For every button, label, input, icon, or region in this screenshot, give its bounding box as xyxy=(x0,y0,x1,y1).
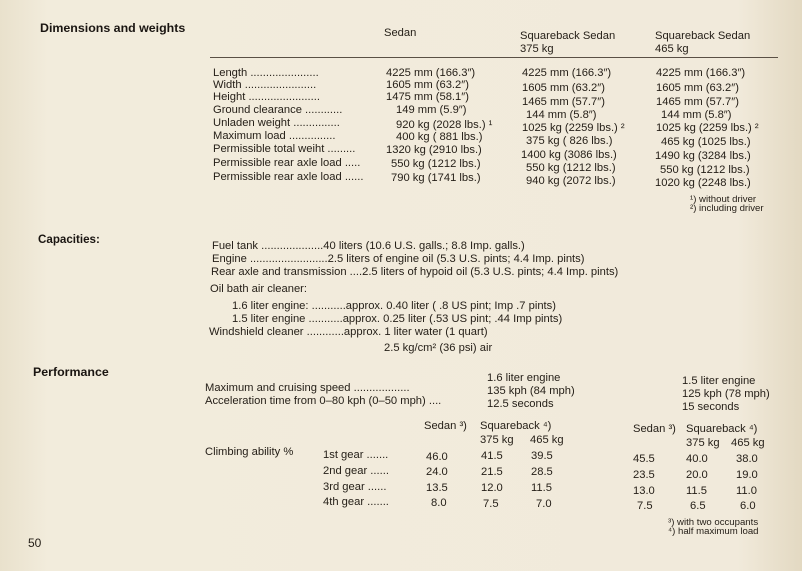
header-squareback-465-weight: 465 kg xyxy=(655,43,689,55)
row-label: Permissible total weiht ......... xyxy=(213,143,356,155)
sedan-value: 1475 mm (58.1″) xyxy=(386,91,469,103)
header-squareback-375-weight: 375 kg xyxy=(520,43,554,55)
list-item: Windshield cleaner ............approx. 1 liter water (1 quart) xyxy=(209,326,488,338)
right-sedan: 23.5 xyxy=(633,469,655,481)
climb-head-squareback-left: Squareback ⁴) xyxy=(480,420,552,432)
gear-label: 4th gear ....... xyxy=(323,496,389,508)
perf-16-accel: 12.5 seconds xyxy=(487,398,554,410)
left-sedan: 46.0 xyxy=(426,451,448,463)
sedan-value: 790 kg (1741 lbs.) xyxy=(391,172,481,184)
sq375-value: 940 kg (2072 lbs.) xyxy=(526,175,616,187)
list-item: 2.5 kg/cm² (36 psi) air xyxy=(384,342,493,354)
climb-head-squareback-right: Squareback ⁴) xyxy=(686,423,758,435)
sq465-value: 1605 mm (63.2″) xyxy=(656,82,739,94)
sq465-value: 465 kg (1025 lbs.) xyxy=(661,136,751,148)
row-label: Unladen weight ............... xyxy=(213,117,340,129)
perf-16-speed: 135 kph (84 mph) xyxy=(487,385,575,397)
perf-15-accel: 15 seconds xyxy=(682,401,740,413)
sq465-value: 1020 kg (2248 lbs.) xyxy=(655,177,751,189)
sq375-value: 1605 mm (63.2″) xyxy=(522,82,605,94)
left-sedan: 8.0 xyxy=(431,497,447,509)
right-465: 11.0 xyxy=(736,485,757,497)
climb-footnote-3: ³) with two occupants xyxy=(668,517,759,528)
climb-head-465-right: 465 kg xyxy=(731,437,765,449)
sq375-value: 375 kg ( 826 lbs.) xyxy=(526,135,613,147)
gear-label: 2nd gear ...... xyxy=(323,465,389,477)
sedan-value: 550 kg (1212 lbs.) xyxy=(391,158,481,170)
footnote-2: ²) including driver xyxy=(690,203,764,214)
sedan-value: 920 kg (2028 lbs.) ¹ xyxy=(396,119,493,131)
row-label: Permissible rear axle load ...... xyxy=(213,171,364,183)
sedan-value: 4225 mm (166.3″) xyxy=(386,67,476,79)
list-item: 1.5 liter engine ...........approx. 0.25 liter (.53 US pint; .44 Imp pints) xyxy=(232,313,563,325)
header-sedan: Sedan xyxy=(384,27,417,39)
climb-footnote-4: ⁴) half maximum load xyxy=(668,526,759,537)
left-465: 28.5 xyxy=(531,466,553,478)
right-465: 19.0 xyxy=(736,469,758,481)
climb-head-sedan-right: Sedan ³) xyxy=(633,423,676,435)
sq375-value: 1400 kg (3086 lbs.) xyxy=(521,149,617,161)
header-squareback-375: Squareback Sedan xyxy=(520,30,616,42)
right-sedan: 7.5 xyxy=(637,500,653,512)
sq375-value: 4225 mm (166.3″) xyxy=(522,67,612,79)
list-item: 1.6 liter engine: ...........approx. 0.40 liter ( .8 US pint; Imp .7 pints) xyxy=(232,300,556,312)
climb-head-465-left: 465 kg xyxy=(530,434,564,446)
perf-15-speed: 125 kph (78 mph) xyxy=(682,388,770,400)
header-squareback-465: Squareback Sedan xyxy=(655,30,751,42)
sq465-value: 4225 mm (166.3″) xyxy=(656,67,746,79)
sq465-value: 1490 kg (3284 lbs.) xyxy=(655,150,751,162)
row-label: Width ....................... xyxy=(213,79,317,91)
section-capacities-title: Capacities: xyxy=(38,233,100,246)
perf-15-title: 1.5 liter engine xyxy=(682,375,756,387)
sq465-value: 1465 mm (57.7″) xyxy=(656,96,739,108)
climb-head-375-right: 375 kg xyxy=(686,437,720,449)
sq465-value: 550 kg (1212 lbs.) xyxy=(660,164,750,176)
right-375: 11.5 xyxy=(686,485,707,497)
sq375-value: 144 mm (5.8″) xyxy=(526,109,597,121)
section-dimensions-title: Dimensions and weights xyxy=(40,21,186,35)
sedan-value: 149 mm (5.9″) xyxy=(396,104,467,116)
gear-label: 1st gear ....... xyxy=(323,449,389,461)
list-item: Fuel tank ....................40 liters (10.6 U.S. galls.; 8.8 Imp. galls.) xyxy=(212,240,525,252)
row-label: Permissible rear axle load ..... xyxy=(213,157,361,169)
section-performance-title: Performance xyxy=(33,365,109,379)
sq375-value: 1025 kg (2259 lbs.) ² xyxy=(522,122,625,134)
sedan-value: 1605 mm (63.2″) xyxy=(386,79,469,91)
row-label: Maximum load ............... xyxy=(213,130,336,142)
left-465: 39.5 xyxy=(531,450,553,462)
list-item: Oil bath air cleaner: xyxy=(210,283,308,295)
row-label: Ground clearance ............ xyxy=(213,104,343,116)
right-sedan: 13.0 xyxy=(633,485,655,497)
header-rule xyxy=(210,57,778,58)
left-375: 12.0 xyxy=(481,482,503,494)
page-number: 50 xyxy=(28,536,42,550)
left-375: 7.5 xyxy=(483,498,499,510)
perf-speed-label: Maximum and cruising speed .................. xyxy=(205,382,410,394)
right-375: 20.0 xyxy=(686,469,708,481)
right-375: 6.5 xyxy=(690,500,706,512)
climb-head-sedan-left: Sedan ³) xyxy=(424,420,467,432)
row-label: Length ...................... xyxy=(213,67,319,79)
left-465: 11.5 xyxy=(531,482,552,494)
sq465-value: 144 mm (5.8″) xyxy=(661,109,732,121)
sq375-value: 550 kg (1212 lbs.) xyxy=(526,162,616,174)
left-375: 21.5 xyxy=(481,466,503,478)
right-465: 38.0 xyxy=(736,453,758,465)
left-375: 41.5 xyxy=(481,450,503,462)
list-item: Rear axle and transmission ....2.5 liters of hypoid oil (5.3 U.S. pints; 4.4 Imp. pints) xyxy=(211,266,619,278)
perf-accel-label: Acceleration time from 0–80 kph (0–50 mph) .... xyxy=(205,395,442,407)
sedan-value: 1320 kg (2910 lbs.) xyxy=(386,144,482,156)
left-sedan: 13.5 xyxy=(426,482,448,494)
climb-title: Climbing ability % xyxy=(205,446,294,458)
gear-label: 3rd gear ...... xyxy=(323,481,387,493)
perf-16-title: 1.6 liter engine xyxy=(487,372,561,384)
footnote-1: ¹) without driver xyxy=(690,194,757,205)
right-465: 6.0 xyxy=(740,500,756,512)
sq375-value: 1465 mm (57.7″) xyxy=(522,96,605,108)
climb-head-375-left: 375 kg xyxy=(480,434,514,446)
list-item: Engine .........................2.5 liters of engine oil (5.3 U.S. pints; 4.4 Imp. pints) xyxy=(212,253,585,265)
sq465-value: 1025 kg (2259 lbs.) ² xyxy=(656,122,759,134)
left-465: 7.0 xyxy=(536,498,552,510)
left-sedan: 24.0 xyxy=(426,466,448,478)
row-label: Height ....................... xyxy=(213,91,320,103)
sedan-value: 400 kg ( 881 lbs.) xyxy=(396,131,483,143)
right-sedan: 45.5 xyxy=(633,453,655,465)
right-375: 40.0 xyxy=(686,453,708,465)
